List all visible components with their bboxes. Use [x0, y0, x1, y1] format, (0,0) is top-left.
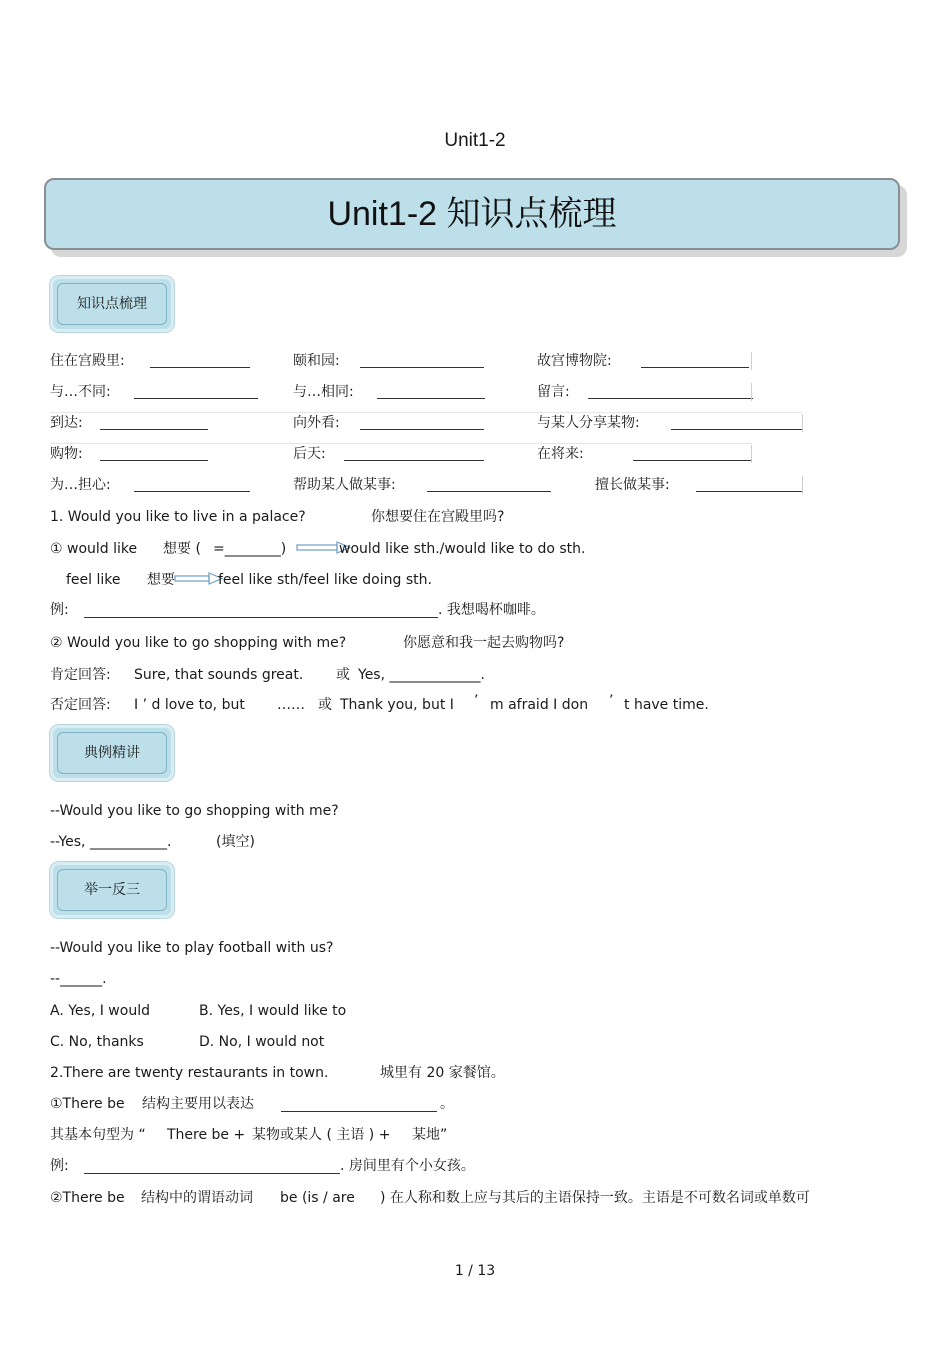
- negative-answer-dots: ……: [277, 697, 305, 713]
- fill-blank: [360, 415, 484, 430]
- example-question: --Would you like to go shopping with me?: [50, 803, 339, 819]
- point2-l2-d: 某地”: [412, 1127, 448, 1143]
- fill-blank: [641, 353, 749, 368]
- option-d: D. No, I would not: [199, 1034, 325, 1050]
- option-b: B. Yes, I would like to: [199, 1003, 347, 1019]
- point2-l4-b: 结构中的谓语动词: [141, 1190, 253, 1206]
- fill-blank: [134, 384, 258, 399]
- fill-blank: [100, 415, 208, 430]
- table-rule: [751, 352, 752, 370]
- negative-answer-label: 否定回答:: [50, 697, 111, 713]
- vocab-label: 与…不同:: [50, 384, 111, 400]
- point1-q2-cn: 你愿意和我一起去购物吗?: [403, 635, 565, 651]
- vocab-label: 与…相同:: [293, 384, 354, 400]
- vocab-label: 故宫博物院:: [537, 353, 612, 369]
- fill-blank: [633, 446, 752, 461]
- vocab-label: 为…担心:: [50, 477, 111, 493]
- table-rule: [802, 414, 803, 432]
- point2-title-cn: 城里有 20 家餐馆。: [380, 1065, 505, 1081]
- vocab-label: 帮助某人做某事:: [293, 477, 396, 493]
- positive-answer-b: Yes, _____________.: [358, 667, 485, 683]
- vocab-label: 擅长做某事:: [595, 477, 670, 493]
- point1-line1-d: would like sth./would like to do sth.: [339, 541, 586, 557]
- fill-blank: [150, 353, 250, 368]
- point2-l2-b: There be +: [167, 1127, 246, 1143]
- point1-line1-a: ① would like: [50, 541, 138, 557]
- fill-blank: [671, 415, 802, 430]
- negative-answer-d: m afraid I don: [490, 697, 589, 713]
- section-tag-label: 知识点梳理: [57, 283, 167, 325]
- point2-l2-c: 某物或某人 ( 主语 ) +: [252, 1127, 391, 1143]
- fill-blank: [696, 477, 803, 492]
- vocab-label: 到达:: [50, 415, 83, 431]
- vocab-label: 留言:: [537, 384, 570, 400]
- point1-title-cn: 你想要住在宫殿里吗?: [371, 509, 505, 525]
- table-rule: [751, 383, 752, 401]
- negative-answer-a: I ’ d love to, but: [134, 697, 245, 713]
- negative-answer-f: t have time.: [624, 697, 709, 713]
- fill-blank: [100, 446, 208, 461]
- fill-blank: [360, 353, 484, 368]
- fill-blank: [344, 446, 484, 461]
- example-note: (填空): [216, 834, 255, 850]
- point1-title-en: 1. Would you like to live in a palace?: [50, 509, 306, 525]
- title-banner: [44, 178, 900, 250]
- negative-answer-or: 或: [318, 697, 332, 713]
- page-number: 1 / 13: [454, 1263, 496, 1279]
- example-answer: --Yes, ___________.: [50, 834, 172, 850]
- point2-example-cn: . 房间里有个小女孩。: [340, 1158, 475, 1174]
- positive-answer-a: Sure, that sounds great.: [134, 667, 304, 683]
- point2-l1-c: 。: [440, 1096, 454, 1112]
- table-rule: [50, 412, 802, 413]
- fill-blank: [588, 384, 753, 399]
- page-header-title: Unit1-2: [444, 130, 506, 151]
- point1-q2-en: ② Would you like to go shopping with me?: [50, 635, 347, 651]
- section-tag-knowledge: [50, 276, 174, 332]
- point1-line1-c: =________): [213, 541, 287, 557]
- point2-l2-a: 其基本句型为 “: [50, 1127, 146, 1143]
- banner-title: Unit1-2 知识点梳理: [327, 195, 617, 233]
- apostrophe: ’: [474, 693, 479, 709]
- positive-answer-or: 或: [336, 667, 350, 683]
- vocab-label: 颐和园:: [293, 353, 340, 369]
- vocab-label: 住在宫殿里:: [50, 353, 125, 369]
- section-tag-examples: [50, 725, 174, 781]
- section-tag-label: 举一反三: [57, 869, 167, 911]
- point1-line1-b: 想要 (: [163, 541, 201, 557]
- point2-l1-b: 结构主要用以表达: [142, 1096, 254, 1112]
- point1-example-cn: . 我想喝杯咖啡。: [438, 602, 545, 618]
- point2-l4-a: ②There be: [50, 1190, 125, 1206]
- point2-l4-d: ) 在人称和数上应与其后的主语保持一致。主语是不可数名词或单数可: [380, 1190, 810, 1206]
- fill-blank: [281, 1097, 437, 1112]
- point2-title-en: 2.There are twenty restaurants in town.: [50, 1065, 329, 1081]
- practice-question: --Would you like to play football with us?: [50, 940, 334, 956]
- option-a: A. Yes, I would: [50, 1003, 150, 1019]
- vocab-label: 与某人分享某物:: [537, 415, 640, 431]
- point2-l4-c: be (is / are: [280, 1190, 355, 1206]
- apostrophe: ’: [609, 693, 614, 709]
- vocab-label: 在将来:: [537, 446, 584, 462]
- table-rule: [751, 445, 752, 463]
- point1-line2-c: feel like sth/feel like doing sth.: [218, 572, 432, 588]
- section-tag-practice: [50, 862, 174, 918]
- vocab-label: 向外看:: [293, 415, 340, 431]
- point2-l1-a: ①There be: [50, 1096, 125, 1112]
- fill-blank: [134, 477, 250, 492]
- fill-blank: [84, 603, 438, 618]
- point1-line2-a: feel like: [66, 572, 121, 588]
- point1-line2-b: 想要: [147, 572, 175, 588]
- example-label: 例:: [50, 1158, 69, 1174]
- practice-answer-blank: --______.: [50, 971, 107, 987]
- positive-answer-label: 肯定回答:: [50, 667, 111, 683]
- fill-blank: [427, 477, 551, 492]
- example-label: 例:: [50, 602, 69, 618]
- arrow-right-icon: [174, 572, 224, 586]
- fill-blank: [377, 384, 485, 399]
- option-c: C. No, thanks: [50, 1034, 144, 1050]
- section-tag-label: 典例精讲: [57, 732, 167, 774]
- table-rule: [50, 443, 752, 444]
- table-rule: [802, 476, 803, 494]
- vocab-label: 后天:: [293, 446, 326, 462]
- negative-answer-b: Thank you, but I: [340, 697, 454, 713]
- fill-blank: [84, 1159, 340, 1174]
- vocab-label: 购物:: [50, 446, 83, 462]
